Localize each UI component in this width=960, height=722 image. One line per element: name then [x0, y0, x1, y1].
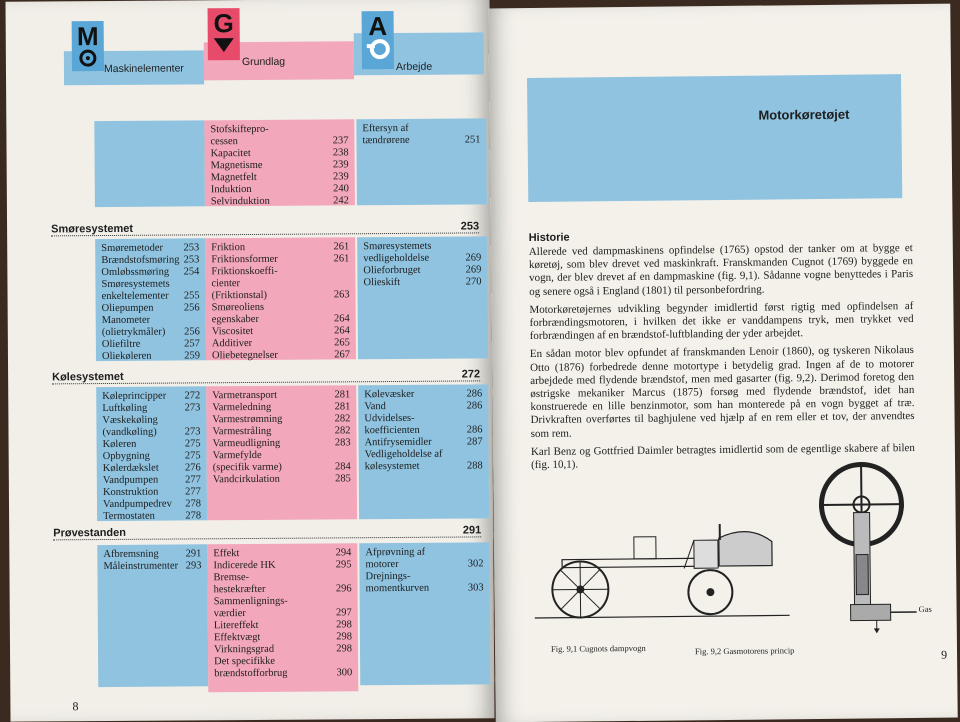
toc-entry: [102, 326, 200, 339]
toc-entry-page: [197, 278, 199, 290]
toc-entry-page: 302: [466, 558, 484, 570]
toc-entry-title: Måleinstrumenter: [103, 561, 178, 574]
toc-entry-title: Smøremetoder: [101, 243, 163, 255]
toc-entry: [101, 278, 199, 291]
toc-entry-page: 264: [332, 313, 350, 325]
toc-entry: [103, 486, 201, 499]
toc-entry-title: Køleren: [103, 439, 137, 451]
toc-entry-page: 282: [333, 425, 351, 437]
toc-entry-page: 293: [184, 560, 202, 572]
toc-entry: [213, 437, 351, 450]
toc-entry-page: 254: [182, 266, 200, 278]
toc-entry-title: Varmeudligning: [213, 438, 281, 450]
toc-entry-title: Additiver: [212, 338, 252, 350]
toc-entry-page: [348, 301, 350, 313]
toc-entry-title: enkeltelementer: [102, 291, 169, 303]
toc-entry: [211, 241, 349, 254]
toc-entry-title: Effektvægt: [214, 632, 261, 644]
toc-entry: [102, 414, 200, 427]
toc-entry: [365, 546, 483, 559]
toc-entry-title: cessen: [210, 136, 237, 148]
section-1-right: [357, 236, 488, 359]
toc-entry: [212, 289, 350, 302]
machine-elements-icon: M: [72, 21, 104, 71]
figure-caption-9-2: Fig. 9,2 Gasmotorens princip: [695, 645, 795, 656]
toc-entry-page: 287: [465, 436, 483, 448]
toc-entry-title: Varmefylde: [213, 450, 262, 462]
toc-entry: [103, 560, 201, 573]
page-number-left: 8: [72, 699, 78, 714]
toc-entry-page: 278: [183, 510, 201, 522]
toc-entry-page: [349, 571, 351, 583]
toc-entry-page: [481, 448, 483, 460]
toc-entry-title: Udvidelses-: [364, 413, 414, 425]
top-block-right: [356, 118, 487, 205]
toc-entry: [213, 547, 351, 560]
toc-entry-title: Konstruktion: [103, 487, 159, 499]
toc-entry: [213, 473, 351, 486]
toc-entry: [362, 122, 480, 135]
tab-maskinelementer: Maskinelementer: [104, 62, 184, 75]
toc-entry: [212, 301, 350, 314]
toc-entry-page: 253: [182, 254, 200, 266]
toc-entry-title: Effekt: [213, 548, 239, 560]
toc-entry-title: Olieforbruget: [363, 265, 420, 277]
toc-entry: [363, 240, 481, 253]
toc-entry-title: Viscositet: [212, 326, 253, 338]
toc-entry-page: 269: [464, 252, 482, 264]
toc-entry-title: Opbygning: [103, 451, 150, 463]
toc-entry-title: vedligeholdelse: [363, 253, 429, 265]
toc-entry-title: Termostaten: [103, 511, 155, 523]
toc-entry: [214, 631, 352, 644]
section-1-left: [95, 238, 206, 361]
figure-caption-9-1: Fig. 9,1 Cugnots dampvogn: [551, 643, 646, 654]
toc-entry-title: (specifik varme): [213, 462, 282, 474]
category-tabs: [64, 38, 484, 79]
toc-entry-page: [478, 122, 480, 134]
toc-entry-title: Oliepumpen: [102, 303, 154, 315]
paragraph-3: En sådan motor blev opfundet af franskmanden Lenoir (1860), og tyskeren Nikolaus Otto (1876) forbedrede denne motortype i betydelig grad. Ingen af de to motorer arbejdede med flydende brændstof, men med gasarter (fig. 9,2). Derimod foretog den østrigske mekaniker Marcus (1875) forsøg med flydende brændstof, idet han konstruerede en lille benzinmotor, som han monterede på en vogn bygget af træ. Drivkraften overførtes til baghjulene ved hjælp af en rem eller et tov, der anvendtes som rem.: [530, 344, 915, 440]
toc-entry-title: Manometer: [102, 315, 150, 327]
toc-entry: [214, 619, 352, 632]
toc-entry-title: (vandkøling): [102, 427, 156, 439]
section-heading-historie: Historie: [529, 232, 570, 244]
toc-entry-page: [349, 449, 351, 461]
toc-entry-title: kølesystemet: [365, 461, 420, 473]
section-2-middle: [206, 385, 357, 520]
toc-entry-page: [198, 414, 200, 426]
toc-entry-page: 286: [465, 424, 483, 436]
gas-engine-illustration: [815, 454, 927, 635]
toc-entry-page: [350, 595, 352, 607]
toc-entry: [365, 436, 483, 449]
paragraph-1: Allerede ved dampmaskinens opfindelse (1765) opstod der tanker om at bygge et køretøj, som blev drevet ved maskinkraft. Franskmanden Cugnot (1769) byggede en vogn, der blev drevet af en dampmaskine (fig. 9,1). Sådanne vogne benyttedes i Paris og senere også i England (1801) til personbefordring.: [529, 242, 914, 299]
toc-entry-page: 239: [331, 171, 349, 183]
toc-entry-title: Magnetfelt: [211, 172, 257, 184]
toc-entry: [101, 242, 199, 255]
toc-entry: [210, 123, 348, 136]
toc-entry-page: 298: [334, 643, 352, 655]
toc-entry: [211, 253, 349, 266]
toc-entry-title: (olietrykmåler): [102, 327, 166, 339]
toc-entry-page: 261: [331, 241, 349, 253]
toc-entry: [212, 389, 350, 402]
toc-entry: [102, 402, 200, 415]
section-3-right: [359, 542, 490, 685]
toc-entry-title: Varmeledning: [212, 402, 271, 414]
toc-entry: [363, 276, 481, 289]
toc-entry-title: Drejnings-: [365, 571, 410, 583]
toc-entry-page: 240: [331, 183, 349, 195]
toc-entry: [102, 350, 200, 363]
toc-entry: [364, 388, 482, 401]
chapter-title: Motorkøretøjet: [758, 107, 849, 123]
toc-entry-page: 291: [184, 548, 202, 560]
toc-entry-page: 288: [465, 460, 483, 472]
gas-label: Gas: [919, 604, 932, 614]
toc-entry-title: Oliefiltre: [102, 339, 141, 351]
toc-entry: [213, 449, 351, 462]
toc-entry: [211, 147, 349, 160]
section-3-middle: [207, 543, 358, 692]
toc-entry-page: 275: [183, 438, 201, 450]
toc-entry-title: egenskaber: [212, 314, 259, 326]
toc-entry-page: 255: [182, 290, 200, 302]
toc-entry-page: 276: [183, 462, 201, 474]
toc-entry-page: 303: [466, 582, 484, 594]
paragraph-4: Karl Benz og Gottfried Daimler betragtes imidlertid som de egentlige skabere af bilen (fig. 10,1).: [531, 442, 915, 472]
right-page: [488, 4, 957, 722]
toc-entry: [366, 582, 484, 595]
toc-entry: [213, 461, 351, 474]
toc-entry-title: (Friktionstal): [212, 290, 268, 302]
toc-entry-title: Bremse-: [213, 572, 249, 584]
toc-entry-page: 272: [182, 390, 200, 402]
toc-entry: [365, 570, 483, 583]
toc-entry-page: 269: [464, 264, 482, 276]
toc-entry-title: Litereffekt: [214, 620, 259, 632]
toc-entry-title: Smøresystemets: [363, 241, 431, 253]
toc-entry-page: 281: [332, 389, 350, 401]
toc-entry: [210, 135, 348, 148]
toc-entry-page: 267: [332, 349, 350, 361]
toc-entry-page: [347, 265, 349, 277]
toc-entry-page: 242: [331, 195, 349, 207]
toc-entry-page: 282: [333, 413, 351, 425]
toc-entry: [365, 460, 483, 473]
section-3-left: [97, 544, 208, 687]
toc-entry-title: Friktion: [211, 242, 245, 254]
toc-entry: [102, 314, 200, 327]
toc-entry: [214, 667, 352, 680]
toc-entry-page: 259: [182, 350, 200, 362]
toc-entry-page: 270: [464, 276, 482, 288]
toc-entry-title: momentkurven: [366, 583, 430, 595]
toc-entry-title: Vandpumpen: [103, 475, 159, 487]
toc-entry-page: 283: [333, 437, 351, 449]
toc-entry-title: Antifrysemidler: [365, 437, 432, 449]
toc-entry: [103, 462, 201, 475]
toc-entry-title: Virkningsgrad: [214, 644, 274, 656]
section-2-right: [358, 384, 489, 519]
toc-entry: [213, 571, 351, 584]
top-block-middle: [204, 119, 355, 206]
toc-entry-title: Olieskift: [363, 277, 400, 289]
section-heading-provestanden: Prøvestanden 291: [53, 524, 481, 540]
fundamentals-icon: G: [208, 8, 240, 60]
toc-entry-title: Vandpumpedrev: [103, 499, 172, 511]
toc-entry-title: Luftkøling: [102, 403, 147, 415]
toc-entry: [101, 266, 199, 279]
toc-entry: [102, 390, 200, 403]
toc-entry-page: [347, 277, 349, 289]
toc-entry: [103, 548, 201, 561]
section-2-left: [96, 386, 207, 521]
section-heading-smoresystemet: Smøresystemet 253: [51, 220, 479, 236]
toc-entry-page: 298: [334, 619, 352, 631]
toc-entry: [214, 595, 352, 608]
toc-entry-page: [198, 314, 200, 326]
toc-entry-title: cienter: [211, 278, 240, 290]
toc-entry-page: 264: [332, 325, 350, 337]
toc-entry: [212, 413, 350, 426]
toc-entry-title: Eftersyn af: [362, 123, 408, 135]
toc-entry-title: Stofskiftepro-: [210, 124, 268, 136]
toc-entry-title: Afbremsning: [103, 549, 159, 561]
toc-entry-page: 296: [334, 583, 352, 595]
toc-entry-page: 261: [332, 253, 350, 265]
toc-entry: [212, 349, 350, 362]
toc-entry-page: [479, 240, 481, 252]
toc-entry: [102, 302, 200, 315]
toc-entry-title: Smøresystemets: [101, 279, 169, 291]
toc-entry: [102, 290, 200, 303]
toc-entry-page: 251: [463, 134, 481, 146]
toc-entry-page: 298: [334, 631, 352, 643]
toc-entry-page: 300: [334, 667, 352, 679]
toc-entry-title: Brændstofsmøring: [101, 254, 179, 267]
toc-entry: [102, 426, 200, 439]
toc-entry-page: 285: [333, 473, 351, 485]
toc-entry-title: tændrørene: [362, 135, 409, 147]
toc-entry-title: motorer: [365, 559, 398, 571]
toc-entry-title: Væskekøling: [102, 415, 158, 427]
toc-entry-title: Varmestrømning: [212, 414, 282, 426]
toc-entry-page: 275: [183, 450, 201, 462]
toc-entry: [211, 265, 349, 278]
toc-entry-page: 273: [183, 402, 201, 414]
toc-entry-page: 286: [464, 388, 482, 400]
toc-entry: [211, 183, 349, 196]
toc-entry: [211, 171, 349, 184]
toc-entry-page: 278: [183, 498, 201, 510]
toc-entry-title: Det specifikke: [214, 656, 275, 668]
toc-entry: [211, 195, 349, 208]
toc-entry: [214, 607, 352, 620]
toc-entry-title: Smøreoliens: [212, 302, 265, 314]
section-heading-kolesystemet: Kølesystemet 272: [52, 368, 480, 384]
toc-entry-title: Vand: [364, 401, 386, 413]
toc-entry-page: 286: [465, 400, 483, 412]
toc-entry: [103, 510, 201, 523]
toc-entry: [102, 338, 200, 351]
toc-entry-page: 238: [331, 147, 349, 159]
historie-text: [529, 242, 915, 477]
toc-entry-title: Varmestråling: [212, 426, 271, 438]
toc-entry-title: Indicerede HK: [213, 560, 275, 572]
toc-entry: [213, 559, 351, 572]
toc-entry-title: Sammenlignings-: [214, 596, 288, 609]
toc-entry: [364, 412, 482, 425]
toc-entry: [363, 252, 481, 265]
toc-entry-title: Vandcirkulation: [213, 474, 280, 486]
toc-entry-page: 257: [182, 338, 200, 350]
toc-entry: [103, 450, 201, 463]
toc-entry: [365, 558, 483, 571]
toc-entry-title: Selvinduktion: [211, 196, 270, 208]
toc-entry-title: Oliekøleren: [102, 351, 152, 363]
toc-entry: [212, 337, 350, 350]
toc-entry: [212, 325, 350, 338]
paragraph-2: Motorkøretøjernes udvikling begynder imidlertid først rigtig med opfindelsen af forbrændingsmotoren, i hvilken det ikke er vanddampens tryk, men trykket ved forbrændingen af en brændstof-luftblanding der yder arbejdet.: [529, 300, 913, 344]
toc-entry-page: 265: [332, 337, 350, 349]
toc-entry: [212, 313, 350, 326]
toc-entry-title: koefficienten: [364, 425, 419, 437]
toc-entry-title: brændstofforbrug: [214, 668, 287, 681]
toc-entry: [103, 498, 201, 511]
toc-entry-page: 253: [181, 242, 199, 254]
toc-entry-page: 256: [182, 302, 200, 314]
cugnot-steam-wagon-illustration: [534, 515, 795, 638]
left-page: [5, 0, 494, 722]
toc-entry-page: 273: [183, 426, 201, 438]
toc-entry: [364, 424, 482, 437]
toc-entry: [101, 254, 199, 267]
toc-entry: [103, 438, 201, 451]
top-block-left: [94, 120, 205, 207]
toc-entry: [211, 159, 349, 172]
toc-entry: [364, 400, 482, 413]
toc-entry-page: [350, 655, 352, 667]
toc-entry-page: 256: [182, 326, 200, 338]
toc-entry-page: 297: [334, 607, 352, 619]
toc-entry-page: 284: [333, 461, 351, 473]
toc-entry-title: Varmetransport: [212, 390, 277, 402]
toc-entry-title: Afprøvning af: [365, 547, 425, 559]
toc-entry-page: [481, 546, 483, 558]
toc-entry: [212, 425, 350, 438]
toc-entry-title: Friktionskoeffi-: [211, 266, 277, 278]
toc-entry-page: 277: [183, 474, 201, 486]
toc-entry: [212, 401, 350, 414]
toc-entry: [362, 134, 480, 147]
toc-entry-page: 294: [334, 547, 352, 559]
toc-entry-page: 263: [332, 289, 350, 301]
toc-entry-page: 295: [334, 559, 352, 571]
toc-entry-page: 277: [183, 486, 201, 498]
toc-entry-title: værdier: [214, 608, 246, 620]
work-icon: A: [362, 11, 394, 69]
tab-grundlag: Grundlag: [242, 56, 285, 68]
toc-entry: [211, 277, 349, 290]
page-number-right: 9: [941, 648, 947, 663]
toc-entry-title: Vedligeholdelse af: [365, 449, 443, 462]
toc-entry-title: Kølerdækslet: [103, 463, 159, 475]
toc-entry-title: Kølepriпcipper: [102, 391, 166, 403]
toc-entry: [214, 655, 352, 668]
tab-arbejde: Arbejde: [396, 61, 432, 73]
toc-entry-page: [346, 123, 348, 135]
toc-entry: [103, 474, 201, 487]
toc-entry-title: Induktion: [211, 184, 252, 196]
toc-entry-title: Magnetisme: [211, 160, 263, 172]
toc-entry-page: 281: [333, 401, 351, 413]
toc-entry-title: hestekræfter: [214, 584, 266, 596]
toc-entry-page: 237: [331, 135, 349, 147]
toc-entry-title: Friktionsformer: [211, 254, 278, 266]
toc-entry-page: 239: [331, 159, 349, 171]
toc-entry: [365, 448, 483, 461]
toc-entry: [363, 264, 481, 277]
toc-entry-title: Kølevæsker: [364, 389, 414, 401]
toc-entry-title: Omløbssmøring: [101, 267, 169, 279]
toc-entry-title: Kapacitet: [211, 148, 251, 160]
toc-entry: [214, 643, 352, 656]
toc-entry-page: [480, 412, 482, 424]
toc-entry: [214, 583, 352, 596]
chapter-title-box: [527, 74, 902, 202]
section-1-middle: [205, 237, 356, 360]
toc-entry-title: Oliebetegnelser: [212, 350, 278, 362]
toc-entry-page: [481, 570, 483, 582]
